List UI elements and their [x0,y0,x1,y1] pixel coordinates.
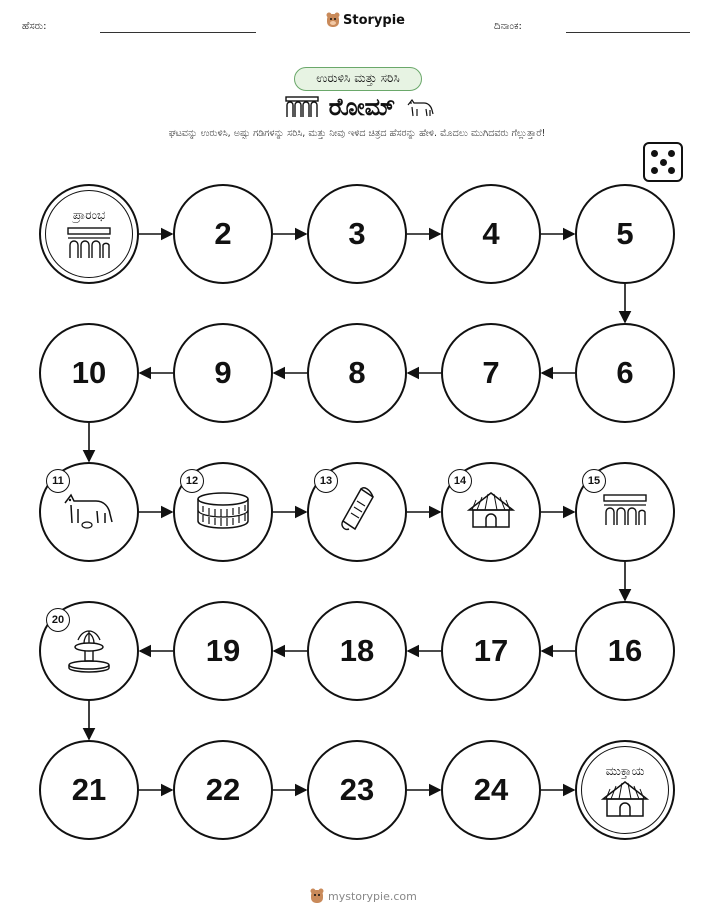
board-space[interactable] [39,323,139,423]
picture-space[interactable] [575,462,675,562]
date-label: ದಿನಾಂಕ: [494,21,522,32]
board-space[interactable] [307,323,407,423]
space-number: 21 [71,772,107,807]
scroll-icon [337,485,377,539]
board-space[interactable] [441,184,541,284]
picture-space[interactable] [307,462,407,562]
board-space[interactable] [307,740,407,840]
picture-space[interactable] [173,462,273,562]
space-number-badge: 14 [448,469,472,493]
space-number-badge: 15 [582,469,606,493]
space-number: 8 [348,355,366,390]
colosseum-icon [195,490,251,534]
board-space[interactable] [441,740,541,840]
space-number: 7 [482,355,500,390]
space-number: 22 [205,772,241,807]
board-space[interactable] [173,601,273,701]
board-space[interactable] [173,740,273,840]
board-space[interactable] [575,601,675,701]
space-number: 23 [339,772,375,807]
space-number: 4 [482,216,500,251]
name-label: ಹೆಸರು: [22,21,47,32]
space-number: 16 [607,633,643,668]
space-number: 6 [616,355,634,390]
board-space[interactable] [441,601,541,701]
hut-icon [600,779,650,823]
game-mode-badge: ಉರುಳಿಸಿ ಮತ್ತು ಸರಿಸಿ [294,67,422,91]
space-number-badge: 12 [180,469,204,493]
bear-icon [310,888,324,904]
title-text: ರೋಮ್ [328,93,396,121]
board-space[interactable] [173,323,273,423]
fountain-icon [66,625,112,677]
she-wolf-icon [61,489,117,535]
brand-name: Storypie [343,12,405,28]
space-number: 10 [71,355,107,390]
footer [310,888,417,904]
space-number: 5 [616,216,634,251]
start-space[interactable] [39,184,139,284]
finish-label: ಮುಕ್ತಾಯ [605,764,645,778]
board-space[interactable] [307,601,407,701]
board-space[interactable] [39,740,139,840]
aqueduct-icon [603,493,647,531]
picture-space[interactable] [39,601,139,701]
space-number: 18 [339,633,375,668]
board-space[interactable] [575,184,675,284]
footer-site: mystorypie.com [328,889,417,903]
picture-space[interactable] [441,462,541,562]
space-number-badge: 13 [314,469,338,493]
space-number: 19 [205,633,241,668]
space-number-badge: 20 [46,608,70,632]
space-number: 3 [348,216,366,251]
finish-space[interactable] [575,740,675,840]
start-label: ಪ್ರಾರಂಭ [72,208,106,222]
space-number: 17 [473,633,509,668]
space-number: 2 [214,216,232,251]
space-number-badge: 11 [46,469,70,493]
hut-icon [466,490,516,534]
board-space[interactable] [173,184,273,284]
board-space[interactable] [441,323,541,423]
aqueduct-icon [67,226,111,264]
picture-space[interactable] [39,462,139,562]
space-number: 9 [214,355,232,390]
instructions-text: ಘಟವನ್ನು ಉರುಳಿಸಿ, ಅಷ್ಟು ಗಡಿಗಳನ್ನು ಸರಿಸಿ, ಮತ್ತು ನೀವು ಇಳಿದ ಚಿತ್ರದ ಹೆಸರನ್ನು ಹೇಳಿ. ಮೊದಲು ಮುಗಿದವರು ಗೆಲ್ಲುತ್ತಾರೆ! [168,128,546,139]
board-space[interactable] [307,184,407,284]
space-number: 24 [473,772,509,807]
board-space[interactable] [575,323,675,423]
